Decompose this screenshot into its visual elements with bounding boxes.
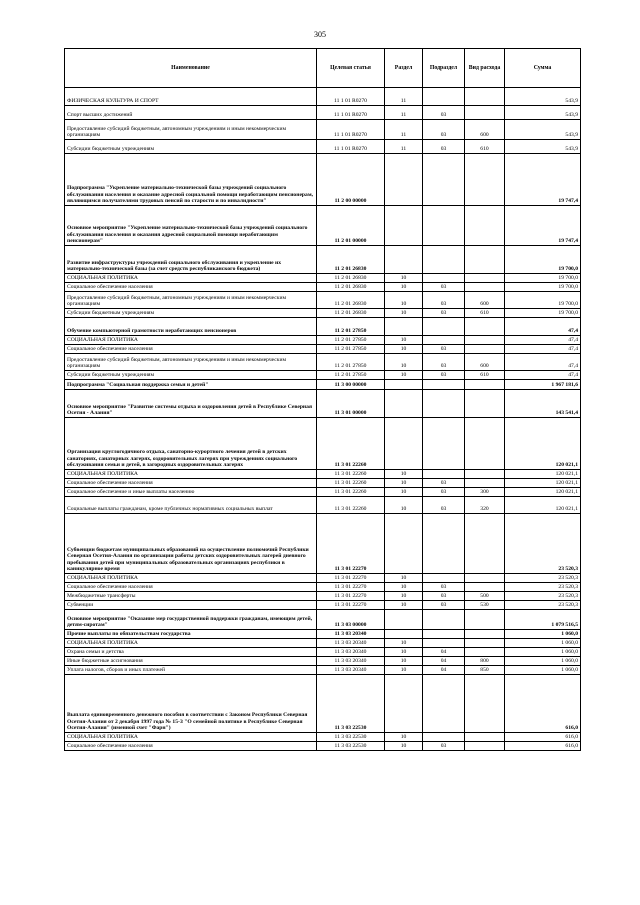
cell-article: 11 3 03 20340 xyxy=(317,630,385,639)
cell-name: Субсидии бюджетным учреждениям xyxy=(65,371,317,380)
cell-section: 11 xyxy=(385,88,423,106)
cell-section: 10 xyxy=(385,354,423,371)
cell-subsection: 03 xyxy=(423,106,465,120)
cell-section: 10 xyxy=(385,497,423,514)
cell-subsection: 03 xyxy=(423,497,465,514)
table-row xyxy=(65,592,581,601)
cell-sum: 19 747,4 xyxy=(505,154,581,206)
budget-table xyxy=(64,48,581,751)
cell-subsection: 04 xyxy=(423,666,465,675)
cell-sum: 19 700,0 xyxy=(505,309,581,318)
cell-sum: 19 700,0 xyxy=(505,274,581,283)
page-number: 305 xyxy=(314,30,326,39)
cell-article: 11 1 01 R0270 xyxy=(317,106,385,120)
cell-article: 11 2 00 00000 xyxy=(317,154,385,206)
cell-subsection: 03 xyxy=(423,309,465,318)
table-header-row xyxy=(65,49,581,88)
cell-name: Развитие инфраструктуры учреждений социального обслуживания и укрепление их материально-технической базы (за счет средств республиканского бюджета) xyxy=(65,246,317,274)
cell-section: 10 xyxy=(385,274,423,283)
cell-section: 10 xyxy=(385,666,423,675)
cell-sum: 120 021,1 xyxy=(505,497,581,514)
cell-sum: 1 079 516,5 xyxy=(505,610,581,630)
cell-name: Прочие выплаты по обязательствам государства xyxy=(65,630,317,639)
cell-article: 11 1 01 R0270 xyxy=(317,140,385,154)
cell-section: 11 xyxy=(385,106,423,120)
cell-section xyxy=(385,154,423,206)
cell-kind xyxy=(465,583,505,592)
cell-article: 11 3 03 22530 xyxy=(317,733,385,742)
cell-kind xyxy=(465,742,505,751)
table-row xyxy=(65,666,581,675)
cell-subsection xyxy=(423,274,465,283)
cell-kind xyxy=(465,154,505,206)
cell-section: 11 xyxy=(385,140,423,154)
cell-kind xyxy=(465,345,505,354)
cell-subsection xyxy=(423,390,465,418)
cell-name: Предоставление субсидий бюджетным, автономным учреждениям и иным некоммерческим организациям xyxy=(65,354,317,371)
cell-subsection: 03 xyxy=(423,479,465,488)
cell-sum: 19 700,0 xyxy=(505,292,581,309)
cell-section: 11 xyxy=(385,120,423,140)
cell-sum: 543,9 xyxy=(505,106,581,120)
cell-section: 10 xyxy=(385,657,423,666)
table-row xyxy=(65,309,581,318)
cell-kind xyxy=(465,639,505,648)
cell-section xyxy=(385,246,423,274)
cell-sum: 23 520,3 xyxy=(505,592,581,601)
cell-kind xyxy=(465,106,505,120)
cell-subsection xyxy=(423,154,465,206)
cell-kind: 610 xyxy=(465,309,505,318)
cell-subsection: 04 xyxy=(423,648,465,657)
cell-sum: 47,4 xyxy=(505,318,581,336)
cell-subsection xyxy=(423,88,465,106)
cell-article: 11 3 03 20340 xyxy=(317,639,385,648)
cell-section xyxy=(385,380,423,390)
cell-sum: 143 541,4 xyxy=(505,390,581,418)
cell-name: СОЦИАЛЬНАЯ ПОЛИТИКА xyxy=(65,574,317,583)
cell-section: 10 xyxy=(385,292,423,309)
cell-kind xyxy=(465,274,505,283)
table-row xyxy=(65,380,581,390)
cell-article: 11 2 01 26830 xyxy=(317,292,385,309)
cell-section xyxy=(385,390,423,418)
cell-name: Социальное обеспечение и иные выплаты населению xyxy=(65,488,317,497)
table-row xyxy=(65,88,581,106)
cell-subsection: 03 xyxy=(423,583,465,592)
cell-name: Обучение компьютерной грамотности неработающих пенсионеров xyxy=(65,318,317,336)
cell-article: 11 3 01 22260 xyxy=(317,470,385,479)
cell-sum: 543,9 xyxy=(505,120,581,140)
cell-name: Межбюджетные трансферты xyxy=(65,592,317,601)
table-row xyxy=(65,630,581,639)
cell-subsection xyxy=(423,639,465,648)
header-subsection: Подраздел xyxy=(423,49,465,88)
cell-section: 10 xyxy=(385,345,423,354)
cell-kind xyxy=(465,206,505,246)
cell-name: Социальные выплаты гражданам, кроме публичных нормативных социальных выплат xyxy=(65,497,317,514)
cell-sum: 120 021,1 xyxy=(505,418,581,470)
cell-article: 11 1 01 R0270 xyxy=(317,88,385,106)
cell-sum: 1 060,0 xyxy=(505,630,581,639)
cell-kind xyxy=(465,390,505,418)
cell-name: Социальное обеспечение населения xyxy=(65,283,317,292)
cell-subsection: 04 xyxy=(423,657,465,666)
cell-kind xyxy=(465,380,505,390)
cell-article: 11 3 03 22530 xyxy=(317,742,385,751)
table-row xyxy=(65,154,581,206)
cell-article: 11 3 01 22270 xyxy=(317,592,385,601)
table-row xyxy=(65,610,581,630)
cell-name: СОЦИАЛЬНАЯ ПОЛИТИКА xyxy=(65,733,317,742)
cell-article: 11 2 01 27850 xyxy=(317,345,385,354)
cell-section xyxy=(385,610,423,630)
cell-kind xyxy=(465,283,505,292)
table-row xyxy=(65,274,581,283)
cell-article: 11 3 03 00000 xyxy=(317,610,385,630)
cell-sum: 1 060,0 xyxy=(505,648,581,657)
cell-sum: 543,9 xyxy=(505,140,581,154)
cell-name: Социальное обеспечение населения xyxy=(65,479,317,488)
cell-article: 11 3 01 22260 xyxy=(317,488,385,497)
table-row xyxy=(65,292,581,309)
cell-name: Предоставление субсидий бюджетным, автономным учреждениям и иным некоммерческим организациям xyxy=(65,292,317,309)
cell-section xyxy=(385,675,423,733)
table-row xyxy=(65,283,581,292)
cell-section: 10 xyxy=(385,742,423,751)
cell-article: 11 3 01 22270 xyxy=(317,601,385,610)
cell-subsection: 03 xyxy=(423,601,465,610)
cell-section xyxy=(385,514,423,574)
cell-kind: 320 xyxy=(465,497,505,514)
header-article: Целевая статья xyxy=(317,49,385,88)
table-row xyxy=(65,371,581,380)
cell-name: Уплата налогов, сборов и иных платежей xyxy=(65,666,317,675)
cell-sum: 47,4 xyxy=(505,371,581,380)
cell-kind: 500 xyxy=(465,592,505,601)
cell-subsection: 03 xyxy=(423,140,465,154)
cell-name: Подпрограмма "Социальная поддержка семьи и детей" xyxy=(65,380,317,390)
table-row xyxy=(65,648,581,657)
table-row xyxy=(65,497,581,514)
cell-subsection xyxy=(423,418,465,470)
cell-section: 10 xyxy=(385,733,423,742)
cell-sum: 616,0 xyxy=(505,733,581,742)
cell-name: СОЦИАЛЬНАЯ ПОЛИТИКА xyxy=(65,274,317,283)
cell-subsection xyxy=(423,630,465,639)
cell-article: 11 2 01 27850 xyxy=(317,354,385,371)
cell-sum: 120 021,1 xyxy=(505,488,581,497)
cell-name: Социальное обеспечение населения xyxy=(65,742,317,751)
cell-name: СОЦИАЛЬНАЯ ПОЛИТИКА xyxy=(65,470,317,479)
cell-name: Социальное обеспечение населения xyxy=(65,345,317,354)
table-row xyxy=(65,336,581,345)
cell-section: 10 xyxy=(385,488,423,497)
cell-kind xyxy=(465,675,505,733)
cell-section: 10 xyxy=(385,336,423,345)
cell-sum: 23 520,3 xyxy=(505,574,581,583)
cell-name: Социальное обеспечение населения xyxy=(65,583,317,592)
cell-sum: 616,0 xyxy=(505,675,581,733)
cell-sum: 23 520,3 xyxy=(505,583,581,592)
table-row xyxy=(65,639,581,648)
cell-kind: 600 xyxy=(465,354,505,371)
cell-kind xyxy=(465,648,505,657)
cell-name: Субвенции бюджетам муниципальных образований на осуществление полномочий Республики Северная Осетия-Алания по организации работы детских оздоровительных лагерей дневного пребывания детей при муниципальных образовательных организациях республики в каникулярное время xyxy=(65,514,317,574)
cell-sum: 543,9 xyxy=(505,88,581,106)
cell-name: Основное мероприятие "Развитие системы отдыха и оздоровления детей в Республике Северная Осетия - Алания" xyxy=(65,390,317,418)
cell-kind xyxy=(465,479,505,488)
cell-article: 11 2 01 27850 xyxy=(317,318,385,336)
cell-article: 11 3 01 22270 xyxy=(317,574,385,583)
cell-subsection xyxy=(423,336,465,345)
table-row xyxy=(65,583,581,592)
cell-kind xyxy=(465,88,505,106)
cell-name: Субвенции xyxy=(65,601,317,610)
cell-name: Основное мероприятие "Укрепление материально-технической базы учреждений социального обслуживания населения и оказания адресной социальной помощи неработающим пенсионерам" xyxy=(65,206,317,246)
cell-section: 10 xyxy=(385,583,423,592)
table-row xyxy=(65,601,581,610)
cell-subsection: 03 xyxy=(423,488,465,497)
cell-sum: 47,4 xyxy=(505,336,581,345)
table-row xyxy=(65,246,581,274)
cell-kind: 610 xyxy=(465,371,505,380)
table-row xyxy=(65,514,581,574)
cell-name: Выплата единовременного денежного пособия в соответствии с Законом Республики Северная Осетия-Алания от 2 декабря 1997 года № 15-З "О семейной политике в Республике Северная Осетия-Алания" (именной счет "Фарн") xyxy=(65,675,317,733)
cell-section: 10 xyxy=(385,309,423,318)
cell-sum: 19 700,0 xyxy=(505,246,581,274)
header-name: Наименование xyxy=(65,49,317,88)
cell-name: СОЦИАЛЬНАЯ ПОЛИТИКА xyxy=(65,639,317,648)
cell-section: 10 xyxy=(385,283,423,292)
cell-section: 10 xyxy=(385,601,423,610)
cell-section: 10 xyxy=(385,648,423,657)
cell-article: 11 3 01 22260 xyxy=(317,497,385,514)
cell-kind xyxy=(465,336,505,345)
cell-section xyxy=(385,418,423,470)
table-row xyxy=(65,106,581,120)
cell-subsection: 03 xyxy=(423,354,465,371)
cell-sum: 23 520,3 xyxy=(505,601,581,610)
cell-article: 11 2 01 26830 xyxy=(317,246,385,274)
cell-article: 11 3 01 22270 xyxy=(317,583,385,592)
cell-article: 11 2 01 27850 xyxy=(317,371,385,380)
table-body xyxy=(65,88,581,751)
cell-subsection xyxy=(423,574,465,583)
cell-subsection: 03 xyxy=(423,592,465,601)
header-sum: Сумма xyxy=(505,49,581,88)
cell-sum: 616,0 xyxy=(505,742,581,751)
cell-sum: 47,4 xyxy=(505,354,581,371)
cell-sum: 1 060,0 xyxy=(505,666,581,675)
cell-subsection: 03 xyxy=(423,742,465,751)
cell-kind: 600 xyxy=(465,120,505,140)
cell-kind xyxy=(465,733,505,742)
cell-kind xyxy=(465,246,505,274)
table-row xyxy=(65,345,581,354)
cell-kind xyxy=(465,514,505,574)
cell-name: ФИЗИЧЕСКАЯ КУЛЬТУРА И СПОРТ xyxy=(65,88,317,106)
table-row xyxy=(65,488,581,497)
cell-section: 10 xyxy=(385,470,423,479)
cell-name: Субсидии бюджетным учреждениям xyxy=(65,140,317,154)
cell-article: 11 3 01 22260 xyxy=(317,418,385,470)
cell-sum: 19 700,0 xyxy=(505,283,581,292)
cell-subsection xyxy=(423,318,465,336)
cell-kind xyxy=(465,470,505,479)
cell-subsection xyxy=(423,610,465,630)
cell-kind: 800 xyxy=(465,657,505,666)
cell-subsection xyxy=(423,380,465,390)
cell-article: 11 2 01 26830 xyxy=(317,309,385,318)
cell-article: 11 2 01 27850 xyxy=(317,336,385,345)
cell-name: Предоставление субсидий бюджетным, автономным учреждениям и иным некоммерческим организациям xyxy=(65,120,317,140)
cell-subsection: 03 xyxy=(423,283,465,292)
cell-sum: 23 520,3 xyxy=(505,514,581,574)
cell-article: 11 3 01 22260 xyxy=(317,479,385,488)
cell-section: 10 xyxy=(385,574,423,583)
cell-subsection xyxy=(423,246,465,274)
cell-kind xyxy=(465,630,505,639)
cell-subsection xyxy=(423,733,465,742)
cell-sum: 1 060,0 xyxy=(505,639,581,648)
cell-article: 11 3 03 22530 xyxy=(317,675,385,733)
cell-section xyxy=(385,318,423,336)
cell-subsection xyxy=(423,675,465,733)
cell-section xyxy=(385,206,423,246)
cell-name: Иные бюджетные ассигнования xyxy=(65,657,317,666)
table-row xyxy=(65,733,581,742)
cell-sum: 1 967 181,6 xyxy=(505,380,581,390)
cell-kind: 600 xyxy=(465,292,505,309)
cell-subsection: 03 xyxy=(423,120,465,140)
cell-name: Охрана семьи и детства xyxy=(65,648,317,657)
cell-section xyxy=(385,630,423,639)
cell-name: СОЦИАЛЬНАЯ ПОЛИТИКА xyxy=(65,336,317,345)
cell-article: 11 2 01 00000 xyxy=(317,206,385,246)
table-row xyxy=(65,390,581,418)
cell-sum: 47,4 xyxy=(505,345,581,354)
table-row xyxy=(65,354,581,371)
cell-kind: 850 xyxy=(465,666,505,675)
table-row xyxy=(65,418,581,470)
cell-sum: 19 747,4 xyxy=(505,206,581,246)
cell-kind: 610 xyxy=(465,140,505,154)
cell-kind: 300 xyxy=(465,488,505,497)
cell-name: Спорт высших достижений xyxy=(65,106,317,120)
table-row xyxy=(65,120,581,140)
cell-name: Подпрограмма "Укрепление материально-технической базы учреждений социального обслуживания населения и оказание адресной социальной помощи неработающим пенсионерам, являющимся получателями трудовых пенсий по старости и по инвалидности" xyxy=(65,154,317,206)
table-row xyxy=(65,140,581,154)
table-row xyxy=(65,675,581,733)
cell-sum: 120 021,1 xyxy=(505,479,581,488)
cell-name: Организация круглогодичного отдыха, санаторно-курортного лечения детей в детских санаториях, санаторных лагерях, оздоровительных лагерях при учреждениях социального обслуживания семьи и детей, в загородных оздоровительных лагерях xyxy=(65,418,317,470)
cell-kind xyxy=(465,418,505,470)
table-row xyxy=(65,479,581,488)
cell-article: 11 3 00 00000 xyxy=(317,380,385,390)
cell-article: 11 3 03 20340 xyxy=(317,666,385,675)
cell-name: Основное мероприятие "Оказание мер государственной поддержки гражданам, имеющим детей, детям-сиротам" xyxy=(65,610,317,630)
cell-article: 11 1 01 R0270 xyxy=(317,120,385,140)
header-section: Раздел xyxy=(385,49,423,88)
cell-kind xyxy=(465,610,505,630)
cell-subsection xyxy=(423,514,465,574)
cell-sum: 1 060,0 xyxy=(505,657,581,666)
cell-subsection xyxy=(423,470,465,479)
table-row xyxy=(65,206,581,246)
cell-article: 11 3 01 22270 xyxy=(317,514,385,574)
cell-subsection: 03 xyxy=(423,371,465,380)
cell-subsection xyxy=(423,206,465,246)
cell-kind: 530 xyxy=(465,601,505,610)
cell-article: 11 2 01 26830 xyxy=(317,274,385,283)
cell-article: 11 2 01 26830 xyxy=(317,283,385,292)
table-row xyxy=(65,574,581,583)
table-row xyxy=(65,657,581,666)
table-row xyxy=(65,318,581,336)
table-row xyxy=(65,742,581,751)
cell-section: 10 xyxy=(385,639,423,648)
cell-section: 10 xyxy=(385,371,423,380)
header-kind: Вид расхода xyxy=(465,49,505,88)
cell-kind xyxy=(465,574,505,583)
cell-section: 10 xyxy=(385,592,423,601)
cell-article: 11 3 03 20340 xyxy=(317,657,385,666)
table-row xyxy=(65,470,581,479)
cell-article: 11 3 03 20340 xyxy=(317,648,385,657)
cell-section: 10 xyxy=(385,479,423,488)
cell-article: 11 3 01 00000 xyxy=(317,390,385,418)
cell-name: Субсидии бюджетным учреждениям xyxy=(65,309,317,318)
cell-subsection: 03 xyxy=(423,292,465,309)
cell-subsection: 03 xyxy=(423,345,465,354)
cell-sum: 120 021,1 xyxy=(505,470,581,479)
cell-kind xyxy=(465,318,505,336)
